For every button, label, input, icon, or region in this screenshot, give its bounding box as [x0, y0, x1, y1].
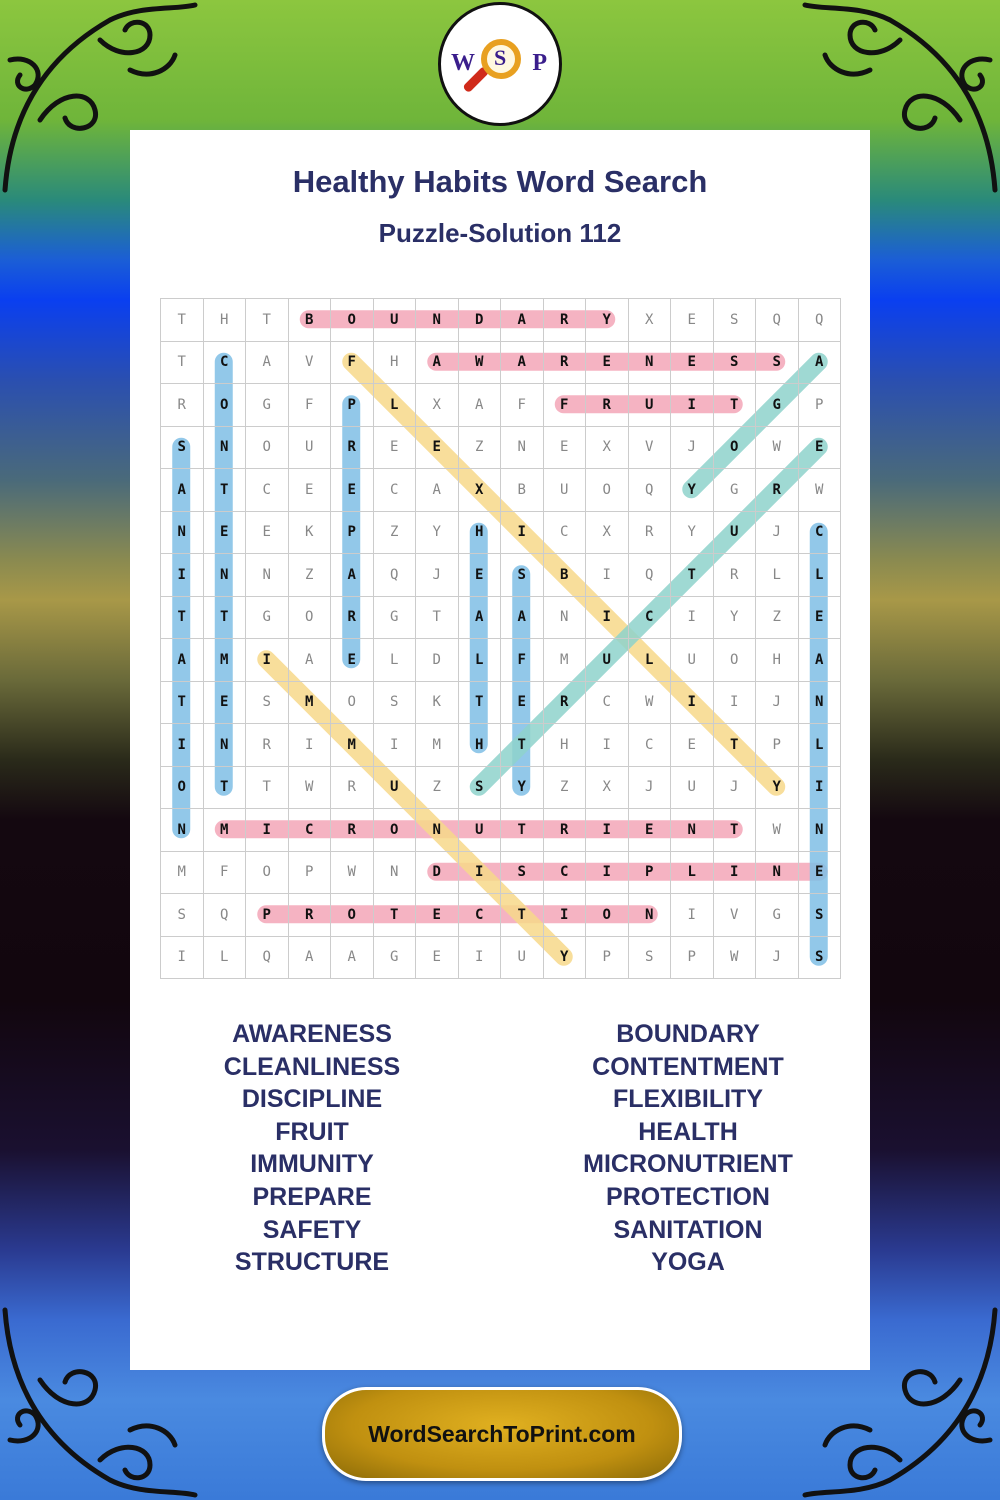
grid-cell[interactable]: O: [246, 852, 289, 895]
grid-cell[interactable]: P: [756, 724, 799, 767]
grid-cell[interactable]: U: [544, 469, 587, 512]
grid-cell[interactable]: V: [714, 894, 757, 937]
word-list-item: PREPARE: [252, 1182, 372, 1211]
grid-cell[interactable]: X: [586, 767, 629, 810]
grid-cell[interactable]: E: [331, 639, 374, 682]
grid-cell[interactable]: L: [374, 384, 417, 427]
grid-cell[interactable]: F: [544, 384, 587, 427]
grid-cell[interactable]: P: [331, 512, 374, 555]
grid-cell[interactable]: O: [204, 384, 247, 427]
grid-cell[interactable]: S: [246, 682, 289, 725]
grid-cell[interactable]: T: [246, 767, 289, 810]
grid-cell[interactable]: E: [204, 512, 247, 555]
grid-cell[interactable]: M: [416, 724, 459, 767]
grid-cell[interactable]: F: [501, 639, 544, 682]
grid-cell[interactable]: L: [629, 639, 672, 682]
grid-cell[interactable]: I: [671, 682, 714, 725]
grid-cell[interactable]: C: [544, 852, 587, 895]
grid-cell[interactable]: U: [501, 937, 544, 980]
grid-cell[interactable]: G: [756, 894, 799, 937]
grid-cell[interactable]: O: [714, 427, 757, 470]
grid-cell[interactable]: I: [586, 597, 629, 640]
grid-cell[interactable]: I: [586, 724, 629, 767]
grid-cell[interactable]: K: [289, 512, 332, 555]
grid-cell[interactable]: U: [671, 639, 714, 682]
grid-cell[interactable]: G: [756, 384, 799, 427]
grid-cell[interactable]: E: [289, 469, 332, 512]
grid-cell[interactable]: P: [246, 894, 289, 937]
grid-cell[interactable]: R: [756, 469, 799, 512]
grid-cell[interactable]: X: [586, 427, 629, 470]
grid-cell[interactable]: N: [416, 809, 459, 852]
grid-cell[interactable]: E: [671, 724, 714, 767]
grid-cell[interactable]: F: [289, 384, 332, 427]
grid-cell[interactable]: Y: [671, 469, 714, 512]
grid-cell[interactable]: I: [544, 894, 587, 937]
grid-cell[interactable]: E: [671, 342, 714, 385]
grid-cell[interactable]: G: [714, 469, 757, 512]
grid-cell[interactable]: A: [331, 554, 374, 597]
grid-cell[interactable]: V: [289, 342, 332, 385]
grid-cell[interactable]: T: [161, 342, 204, 385]
grid-cell[interactable]: E: [629, 809, 672, 852]
word-list-item: CONTENTMENT: [592, 1052, 784, 1081]
grid-cell[interactable]: E: [246, 512, 289, 555]
grid-cell[interactable]: O: [331, 299, 374, 342]
grid-cell[interactable]: C: [799, 512, 842, 555]
grid-cell[interactable]: J: [756, 937, 799, 980]
grid-cell[interactable]: F: [331, 342, 374, 385]
grid-cell[interactable]: H: [544, 724, 587, 767]
grid-cell[interactable]: C: [289, 809, 332, 852]
grid-cell[interactable]: E: [416, 894, 459, 937]
grid-cell[interactable]: G: [374, 597, 417, 640]
grid-cell[interactable]: E: [416, 937, 459, 980]
grid-cell[interactable]: C: [629, 724, 672, 767]
grid-cell[interactable]: X: [459, 469, 502, 512]
grid-cell[interactable]: D: [459, 299, 502, 342]
grid-cell[interactable]: S: [459, 767, 502, 810]
grid-cell[interactable]: W: [756, 427, 799, 470]
grid-cell[interactable]: A: [799, 639, 842, 682]
grid-cell[interactable]: A: [331, 937, 374, 980]
grid-cell[interactable]: E: [501, 682, 544, 725]
grid-cell[interactable]: N: [161, 512, 204, 555]
grid-cell[interactable]: M: [204, 639, 247, 682]
grid-cell[interactable]: L: [204, 937, 247, 980]
grid-cell[interactable]: C: [586, 682, 629, 725]
grid-cell[interactable]: I: [671, 384, 714, 427]
grid-cell[interactable]: S: [714, 342, 757, 385]
grid-cell[interactable]: U: [586, 639, 629, 682]
grid-cell[interactable]: G: [246, 384, 289, 427]
grid-cell[interactable]: S: [799, 894, 842, 937]
grid-cell[interactable]: R: [331, 767, 374, 810]
grid-cell[interactable]: I: [246, 809, 289, 852]
grid-cell[interactable]: Q: [799, 299, 842, 342]
grid-cell[interactable]: I: [161, 554, 204, 597]
grid-cell[interactable]: W: [799, 469, 842, 512]
grid-cell[interactable]: R: [161, 384, 204, 427]
grid-cell[interactable]: T: [501, 724, 544, 767]
grid-cell[interactable]: R: [586, 384, 629, 427]
grid-cell[interactable]: M: [204, 809, 247, 852]
grid-cell[interactable]: O: [331, 682, 374, 725]
grid-cell[interactable]: T: [246, 299, 289, 342]
grid-cell[interactable]: U: [629, 384, 672, 427]
grid-cell[interactable]: R: [544, 809, 587, 852]
grid-cell[interactable]: N: [374, 852, 417, 895]
grid-cell[interactable]: A: [161, 639, 204, 682]
grid-cell[interactable]: U: [671, 767, 714, 810]
grid-cell[interactable]: E: [799, 597, 842, 640]
letter-grid: [160, 298, 841, 979]
grid-cell[interactable]: L: [799, 554, 842, 597]
grid-cell[interactable]: J: [416, 554, 459, 597]
grid-cell[interactable]: E: [586, 342, 629, 385]
grid-cell[interactable]: M: [289, 682, 332, 725]
grid-cell[interactable]: R: [714, 554, 757, 597]
grid-cell[interactable]: I: [289, 724, 332, 767]
grid-cell[interactable]: M: [161, 852, 204, 895]
grid-cell[interactable]: Z: [756, 597, 799, 640]
word-list-item: AWARENESS: [232, 1020, 392, 1048]
grid-cell[interactable]: E: [374, 427, 417, 470]
grid-cell[interactable]: L: [756, 554, 799, 597]
word-list-right: [498, 1018, 878, 1279]
grid-cell[interactable]: Y: [416, 512, 459, 555]
grid-cell[interactable]: A: [416, 469, 459, 512]
grid-cell[interactable]: N: [161, 809, 204, 852]
grid-cell[interactable]: I: [459, 937, 502, 980]
grid-cell[interactable]: T: [671, 554, 714, 597]
grid-cell[interactable]: C: [246, 469, 289, 512]
grid-cell[interactable]: W: [629, 682, 672, 725]
grid-cell[interactable]: C: [459, 894, 502, 937]
grid-cell[interactable]: N: [756, 852, 799, 895]
grid-cell[interactable]: R: [331, 427, 374, 470]
grid-cell[interactable]: T: [374, 894, 417, 937]
site-link-button[interactable]: WordSearchToPrint.com: [322, 1387, 682, 1481]
word-list-item: BOUNDARY: [616, 1020, 760, 1048]
grid-cell[interactable]: J: [756, 512, 799, 555]
grid-cell[interactable]: T: [416, 597, 459, 640]
grid-cell[interactable]: F: [501, 384, 544, 427]
grid-cell[interactable]: P: [289, 852, 332, 895]
grid-cell[interactable]: O: [331, 894, 374, 937]
grid-cell[interactable]: J: [714, 767, 757, 810]
grid-cell[interactable]: N: [416, 299, 459, 342]
grid-cell[interactable]: F: [204, 852, 247, 895]
grid-cell[interactable]: X: [586, 512, 629, 555]
logo-letter-p: P: [532, 50, 547, 76]
grid-cell[interactable]: S: [756, 342, 799, 385]
grid-cell[interactable]: J: [629, 767, 672, 810]
grid-cell[interactable]: B: [289, 299, 332, 342]
grid-cell[interactable]: Z: [544, 767, 587, 810]
grid-cell[interactable]: O: [161, 767, 204, 810]
word-grid: [160, 298, 840, 978]
word-list-item: PROTECTION: [606, 1182, 770, 1211]
grid-cell[interactable]: C: [544, 512, 587, 555]
grid-cell[interactable]: A: [501, 342, 544, 385]
grid-cell[interactable]: I: [374, 724, 417, 767]
logo-letter-w: W: [451, 50, 475, 76]
grid-cell[interactable]: T: [714, 809, 757, 852]
grid-cell[interactable]: I: [161, 724, 204, 767]
grid-cell[interactable]: O: [289, 597, 332, 640]
grid-cell[interactable]: I: [671, 597, 714, 640]
grid-cell[interactable]: S: [501, 554, 544, 597]
grid-cell[interactable]: T: [204, 469, 247, 512]
grid-cell[interactable]: I: [671, 894, 714, 937]
grid-cell[interactable]: Q: [204, 894, 247, 937]
grid-cell[interactable]: S: [161, 427, 204, 470]
grid-cell[interactable]: A: [459, 597, 502, 640]
grid-cell[interactable]: C: [204, 342, 247, 385]
grid-cell[interactable]: T: [161, 682, 204, 725]
logo-letter-s: S: [494, 45, 507, 70]
grid-cell[interactable]: P: [331, 384, 374, 427]
grid-cell[interactable]: Y: [544, 937, 587, 980]
grid-cell[interactable]: I: [586, 852, 629, 895]
grid-cell[interactable]: Q: [629, 469, 672, 512]
grid-cell[interactable]: I: [714, 682, 757, 725]
grid-cell[interactable]: H: [756, 639, 799, 682]
grid-cell[interactable]: T: [161, 299, 204, 342]
grid-cell[interactable]: Q: [629, 554, 672, 597]
grid-cell[interactable]: A: [289, 937, 332, 980]
grid-cell[interactable]: H: [204, 299, 247, 342]
grid-cell[interactable]: T: [501, 809, 544, 852]
grid-cell[interactable]: H: [459, 512, 502, 555]
word-list-item: IMMUNITY: [250, 1150, 374, 1179]
grid-cell[interactable]: M: [544, 639, 587, 682]
grid-cell[interactable]: H: [374, 342, 417, 385]
grid-cell[interactable]: W: [289, 767, 332, 810]
word-list-item: CLEANLINESS: [223, 1052, 401, 1081]
grid-cell[interactable]: D: [416, 852, 459, 895]
grid-cell[interactable]: O: [246, 427, 289, 470]
grid-cell[interactable]: N: [629, 342, 672, 385]
grid-cell[interactable]: K: [416, 682, 459, 725]
grid-cell[interactable]: S: [161, 894, 204, 937]
grid-cell[interactable]: A: [289, 639, 332, 682]
grid-cell[interactable]: Y: [714, 597, 757, 640]
grid-cell[interactable]: O: [586, 469, 629, 512]
grid-cell[interactable]: A: [459, 384, 502, 427]
grid-cell[interactable]: D: [416, 639, 459, 682]
grid-cell[interactable]: C: [374, 469, 417, 512]
grid-cell[interactable]: Z: [459, 427, 502, 470]
word-list-item: MICRONUTRIENT: [583, 1150, 793, 1179]
grid-cell[interactable]: Z: [416, 767, 459, 810]
grid-cell[interactable]: B: [501, 469, 544, 512]
grid-cell[interactable]: E: [671, 299, 714, 342]
grid-cell[interactable]: U: [374, 767, 417, 810]
grid-cell[interactable]: T: [459, 682, 502, 725]
grid-cell[interactable]: E: [459, 554, 502, 597]
grid-cell[interactable]: I: [501, 512, 544, 555]
grid-cell[interactable]: W: [714, 937, 757, 980]
grid-cell[interactable]: A: [161, 469, 204, 512]
grid-cell[interactable]: T: [204, 597, 247, 640]
grid-cell[interactable]: Z: [289, 554, 332, 597]
grid-cell[interactable]: L: [671, 852, 714, 895]
grid-cell[interactable]: A: [501, 299, 544, 342]
grid-cell[interactable]: W: [331, 852, 374, 895]
grid-cell[interactable]: I: [799, 767, 842, 810]
grid-cell[interactable]: A: [799, 342, 842, 385]
grid-cell[interactable]: R: [246, 724, 289, 767]
grid-cell[interactable]: U: [459, 809, 502, 852]
grid-cell[interactable]: E: [416, 427, 459, 470]
grid-cell[interactable]: R: [544, 682, 587, 725]
word-list-item: YOGA: [651, 1248, 725, 1277]
grid-cell[interactable]: O: [714, 639, 757, 682]
grid-cell[interactable]: S: [799, 937, 842, 980]
grid-cell[interactable]: E: [204, 682, 247, 725]
grid-cell[interactable]: N: [204, 724, 247, 767]
grid-cell[interactable]: N: [799, 682, 842, 725]
grid-cell[interactable]: B: [544, 554, 587, 597]
grid-cell[interactable]: P: [586, 937, 629, 980]
grid-cell[interactable]: A: [416, 342, 459, 385]
grid-cell[interactable]: N: [501, 427, 544, 470]
grid-cell[interactable]: Q: [756, 299, 799, 342]
grid-cell[interactable]: N: [671, 809, 714, 852]
grid-cell[interactable]: Y: [671, 512, 714, 555]
grid-cell[interactable]: N: [799, 809, 842, 852]
page-title: Healthy Habits Word Search: [292, 164, 708, 199]
grid-cell[interactable]: G: [246, 597, 289, 640]
grid-cell[interactable]: J: [756, 682, 799, 725]
grid-cell[interactable]: L: [374, 639, 417, 682]
grid-cell[interactable]: S: [374, 682, 417, 725]
grid-cell[interactable]: E: [331, 469, 374, 512]
grid-cell[interactable]: P: [799, 384, 842, 427]
grid-cell[interactable]: C: [629, 597, 672, 640]
grid-cell[interactable]: X: [416, 384, 459, 427]
grid-cell[interactable]: W: [756, 809, 799, 852]
grid-cell[interactable]: E: [799, 427, 842, 470]
grid-cell[interactable]: W: [459, 342, 502, 385]
grid-cell[interactable]: I: [161, 937, 204, 980]
word-list-item: SAFETY: [262, 1215, 362, 1244]
grid-cell[interactable]: L: [459, 639, 502, 682]
grid-cell[interactable]: I: [246, 639, 289, 682]
grid-cell[interactable]: U: [374, 299, 417, 342]
grid-cell[interactable]: Y: [501, 767, 544, 810]
grid-cell[interactable]: L: [799, 724, 842, 767]
grid-cell[interactable]: V: [629, 427, 672, 470]
grid-cell[interactable]: Q: [374, 554, 417, 597]
grid-cell[interactable]: A: [246, 342, 289, 385]
grid-cell[interactable]: N: [246, 554, 289, 597]
grid-cell[interactable]: I: [459, 852, 502, 895]
grid-cell[interactable]: T: [501, 894, 544, 937]
grid-cell[interactable]: P: [671, 937, 714, 980]
word-list-item: HEALTH: [638, 1117, 738, 1146]
grid-cell[interactable]: E: [544, 427, 587, 470]
grid-cell[interactable]: Y: [586, 299, 629, 342]
wsp-logo[interactable]: [438, 2, 562, 126]
grid-cell[interactable]: A: [501, 597, 544, 640]
grid-cell[interactable]: T: [714, 384, 757, 427]
grid-cell[interactable]: U: [714, 512, 757, 555]
grid-cell[interactable]: P: [629, 852, 672, 895]
word-list-item: STRUCTURE: [234, 1248, 390, 1277]
grid-cell[interactable]: M: [331, 724, 374, 767]
grid-cell[interactable]: G: [374, 937, 417, 980]
grid-cell[interactable]: R: [544, 299, 587, 342]
page-subtitle: Puzzle-Solution 112: [378, 218, 622, 248]
word-list-item: FRUIT: [275, 1117, 349, 1146]
grid-cell[interactable]: I: [586, 809, 629, 852]
grid-cell[interactable]: Y: [756, 767, 799, 810]
grid-cell[interactable]: R: [331, 809, 374, 852]
grid-cell[interactable]: N: [629, 894, 672, 937]
word-list-item: FLEXIBILITY: [613, 1085, 763, 1114]
grid-cell[interactable]: N: [204, 427, 247, 470]
grid-cell[interactable]: T: [714, 724, 757, 767]
grid-cell[interactable]: N: [204, 554, 247, 597]
word-list-item: DISCIPLINE: [241, 1085, 383, 1114]
grid-cell[interactable]: Q: [246, 937, 289, 980]
grid-cell[interactable]: N: [544, 597, 587, 640]
grid-cell[interactable]: S: [714, 299, 757, 342]
grid-cell[interactable]: R: [544, 342, 587, 385]
grid-cell[interactable]: O: [586, 894, 629, 937]
grid-cell[interactable]: S: [501, 852, 544, 895]
word-list-left: [122, 1018, 502, 1279]
word-list-item: SANITATION: [613, 1215, 763, 1244]
grid-cell[interactable]: X: [629, 299, 672, 342]
grid-cell[interactable]: I: [586, 554, 629, 597]
grid-cell[interactable]: H: [459, 724, 502, 767]
grid-cell[interactable]: R: [289, 894, 332, 937]
grid-cell[interactable]: E: [799, 852, 842, 895]
grid-cell[interactable]: U: [289, 427, 332, 470]
grid-cell[interactable]: Z: [374, 512, 417, 555]
grid-cell[interactable]: J: [671, 427, 714, 470]
grid-cell[interactable]: S: [629, 937, 672, 980]
grid-cell[interactable]: I: [714, 852, 757, 895]
grid-cell[interactable]: R: [331, 597, 374, 640]
grid-cell[interactable]: T: [161, 597, 204, 640]
grid-cell[interactable]: R: [629, 512, 672, 555]
grid-cell[interactable]: O: [374, 809, 417, 852]
grid-cell[interactable]: T: [204, 767, 247, 810]
